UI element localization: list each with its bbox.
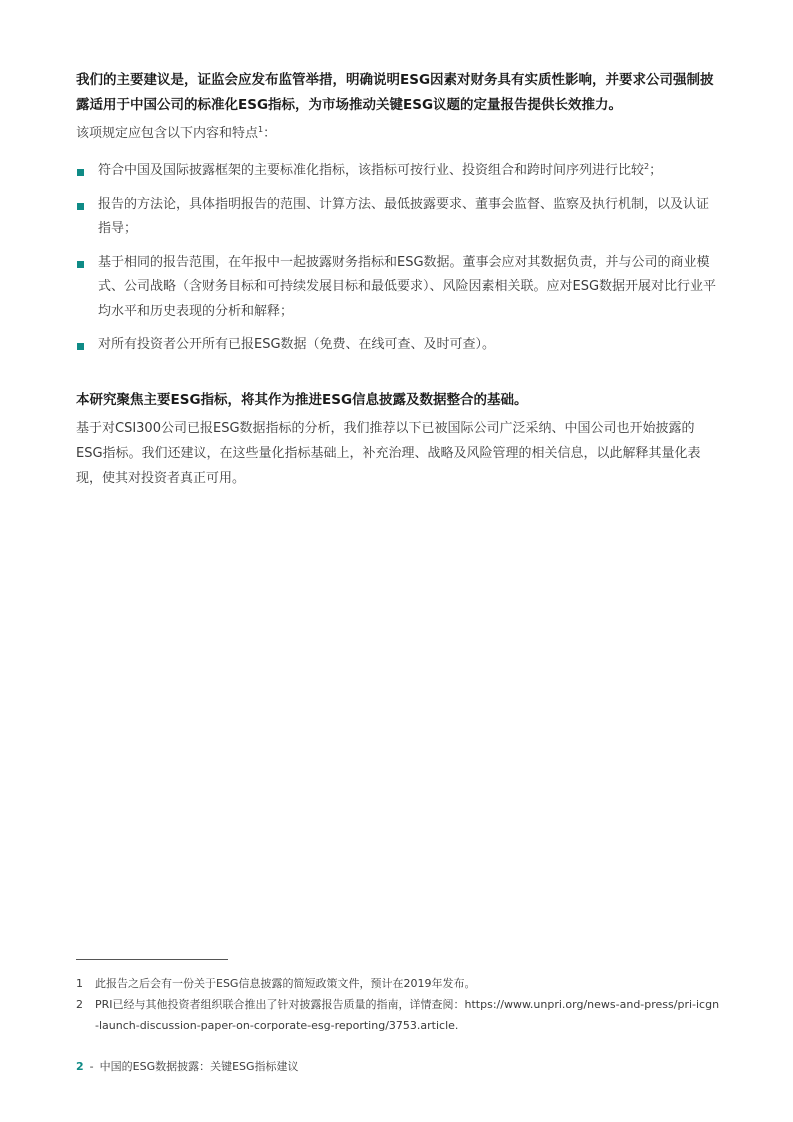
research-focus-heading: 本研究聚焦主要ESG指标，将其作为推进ESG信息披露及数据整合的基础。 xyxy=(76,391,528,408)
bullet-square-icon xyxy=(77,343,84,350)
footnote-2-link-text[interactable]: PRI已经与其他投资者组织联合推出了针对披露报告质量的指南，详情查阅：https://www.unpri.org/news-and-press/pri-icgn-launch-discussion-paper-on-corporate-esg-reporting/3753.article. xyxy=(95,998,720,1032)
page-body xyxy=(76,68,718,491)
footnote-divider xyxy=(76,959,228,960)
bullet-square-icon xyxy=(77,261,84,268)
key-recommendation-heading: 我们的主要建议是，证监会应发布监管举措，明确说明ESG因素对财务具有实质性影响，并要求公司强制披露适用于中国公司的标准化ESG指标，为市场推动关键ESG议题的定量报告提供长效推力。 xyxy=(76,72,714,113)
research-focus-section xyxy=(76,388,718,491)
page-footer xyxy=(76,1058,299,1074)
bullet-square-icon xyxy=(77,203,84,210)
research-focus-paragraph: 基于对CSI300公司已报ESG数据指标的分析，我们推荐以下已被国际公司广泛采纳、中国公司也开始披露的ESG指标。我们还建议，在这些量化指标基础上，补充治理、战略及风险管理的相关信息，以此解释其量化表现，使其对投资者真正可用。 xyxy=(76,420,701,486)
footnote-2: 2 PRI已经与其他投资者组织联合推出了针对披露报告质量的指南，详情查阅：https://www.unpri.org/news-and-press/pri-icgn-launch-discussion-paper-on-corporate-esg-reporting/3753.article. xyxy=(76,994,721,1036)
footnote-ref-2[interactable]: 2 xyxy=(644,162,650,171)
document-title: 中国的ESG数据披露：关键ESG指标建议 xyxy=(99,1060,299,1073)
list-item: 基于相同的报告范围，在年报中一起披露财务指标和ESG数据。董事会应对其数据负责，并与公司的商业模式、公司战略（含财务目标和可持续发展目标和最低要求）、风险因素相关联。应对ESG数据开展对比行业平均水平和历史表现的分析和解释； xyxy=(76,251,718,325)
list-item: 对所有投资者公开所有已报ESG数据（免费、在线可查、及时可查）。 xyxy=(76,333,718,358)
list-item: 符合中国及国际披露框架的主要标准化指标，该指标可按行业、投资组合和跨时间序列进行比较$^2$； xyxy=(76,159,718,184)
list-item: 报告的方法论，具体指明报告的范围、计算方法、最低披露要求、董事会监督、监察及执行机制，以及认证指导； xyxy=(76,193,718,242)
footnote-1: 1 此报告之后会有一份关于ESG信息披露的简短政策文件，预计在2019年发布。 xyxy=(76,977,476,990)
footer-separator: - xyxy=(89,1060,94,1073)
page-number: 2 xyxy=(76,1060,84,1073)
requirements-list xyxy=(76,159,718,358)
intro-paragraph: 该项规定应包含以下内容和特点$^1$： xyxy=(76,125,277,141)
footnotes xyxy=(76,973,721,1036)
footnote-ref-1[interactable]: 1 xyxy=(258,125,264,134)
bullet-square-icon xyxy=(77,169,84,176)
